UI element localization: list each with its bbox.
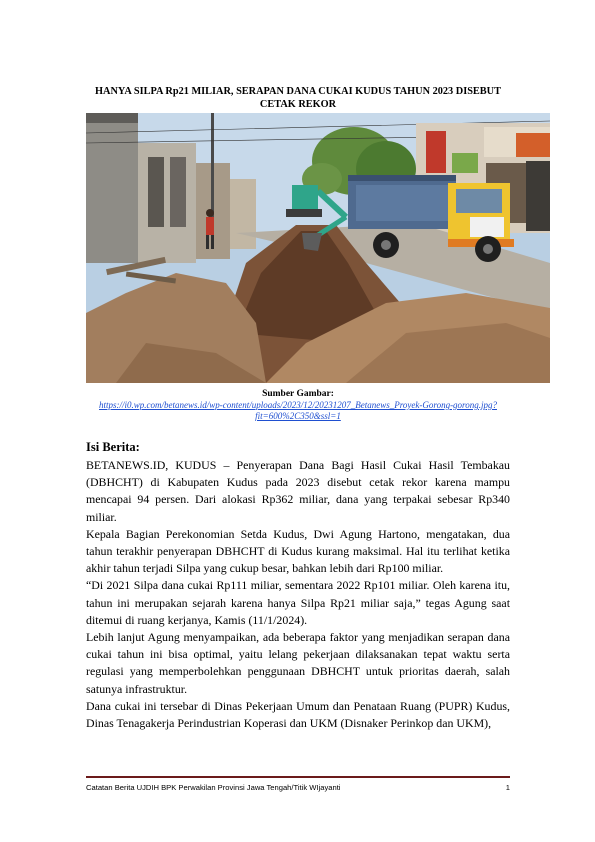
article-title: HANYA SILPA Rp21 MILIAR, SERAPAN DANA CUKAI KUDUS TAHUN 2023 DISEBUT CETAK REKOR [95,86,501,110]
image-caption-label: Sumber Gambar: [262,389,334,399]
article-photo [86,113,550,383]
paragraph-4: Lebih lanjut Agung menyampaikan, ada beberapa faktor yang menjadikan serapan dana cukai tahun ini bisa optimal, yaitu lelang pekerjaan dilaksanakan tepat waktu serta regulasi yang memperbolehkan penggunaan DBHCHT untuk prioritas daerah, salah satunya infrastruktur. [86,630,510,696]
paragraph-2: Kepala Bagian Perekonomian Setda Kudus, Dwi Agung Hartono, mengatakan, dua tahun terakhir penyerapan DBHCHT di Kudus kurang maksimal. Hal itu terlihat ketika akhir tahun terjadi Silpa yang cukup besar, bahkan lebih dari Rp100 miliar. [86,526,510,576]
image-source-link[interactable]: https://i0.wp.com/betanews.id/wp-content/uploads/2023/12/20231207_Betanews_Proyek-Gorong-gorong.jpg?fit=600%2C350&ssl=1 [99,400,497,421]
road-excavation-photo [86,113,550,383]
footer-divider [86,776,510,778]
paragraph-5: Dana cukai ini tersebar di Dinas Pekerjaan Umum dan Penataan Ruang (PUPR) Kudus, Dinas Tenagakerja Perindustrian Koperasi dan UKM (Disnaker Perinkop dan UKM), [86,698,510,731]
article-body [86,457,510,732]
footer-text: Catatan Berita UJDIH BPK Perwakilan Provinsi Jawa Tengah/Titik WIjayanti [86,783,341,792]
section-label: Isi Berita: [86,440,140,454]
page-number: 1 [505,783,510,792]
paragraph-3: “Di 2021 Silpa dana cukai Rp111 miliar, sementara 2022 Rp101 miliar. Oleh karena itu, tahun ini merupakan sejarah karena hanya Silpa Rp21 miliar saja,” tegas Agung saat ditemui di ruang kerjanya, Kamis (11/1/2024). [86,578,510,627]
paragraph-1: BETANEWS.ID, KUDUS – Penyerapan Dana Bagi Hasil Cukai Hasil Tembakau (DBHCHT) di Kabupaten Kudus pada 2023 disebut cetak rekor karena mampu mencapai 94 persen. Dari alokasi Rp362 miliar, dana yang terpakai sebesar Rp340 miliar. [86,458,510,524]
